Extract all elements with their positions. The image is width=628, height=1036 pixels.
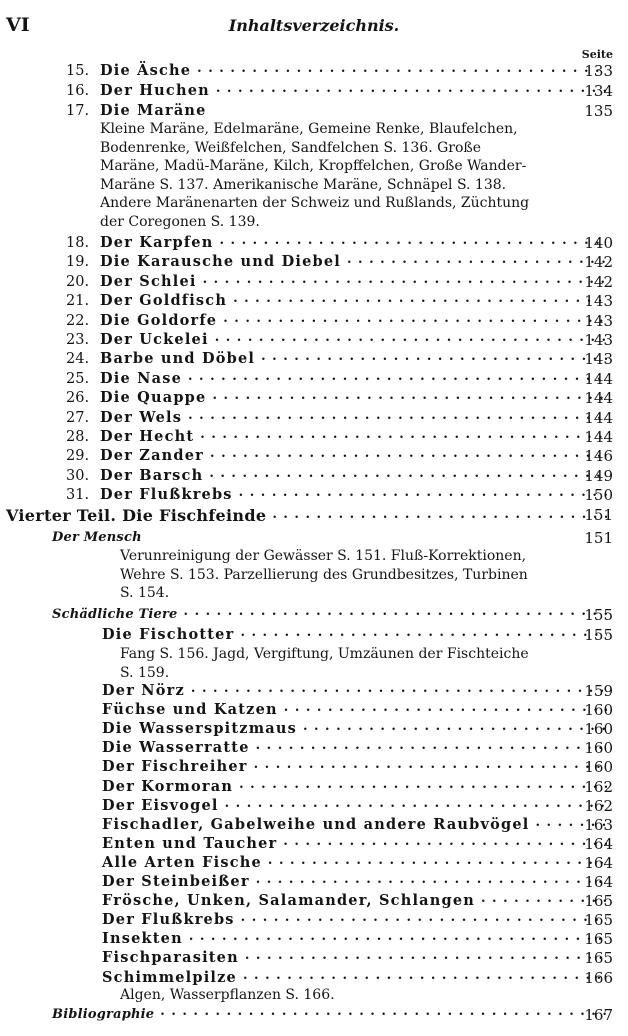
entry-page: 164	[584, 853, 613, 872]
description-line: Maräne, Madü-Maräne, Kilch, Kropffelchen, Große Wander-	[100, 158, 527, 174]
entry-title: Die Maräne	[100, 102, 207, 119]
toc-entry[interactable]	[66, 409, 613, 428]
entry-description	[120, 645, 560, 682]
description-line: Verunreinigung der Gewässer S. 151. Fluß-Korrektionen,	[120, 548, 527, 564]
entry-number: 31.	[66, 487, 90, 504]
description-line: Algen, Wasserpflanzen S. 166.	[120, 987, 335, 1003]
section-page: 155	[584, 606, 613, 624]
toc-entry[interactable]	[102, 969, 613, 988]
entry-page: 135	[584, 102, 613, 120]
leader-dots	[261, 348, 607, 364]
toc-entry[interactable]	[66, 102, 613, 121]
leader-dots	[284, 699, 607, 715]
entry-title: Der Hecht	[100, 428, 195, 445]
leader-dots	[240, 624, 607, 640]
section-description	[120, 547, 560, 603]
entry-page: 144	[584, 408, 613, 427]
entry-page: 143	[584, 331, 613, 349]
entry-title: Die Quappe	[100, 389, 207, 407]
entry-title: Die Wasserspitzmaus	[102, 720, 297, 738]
leader-dots	[239, 776, 607, 792]
entry-page: 166	[584, 968, 613, 987]
leader-dots	[243, 967, 607, 983]
toc-entry[interactable]	[66, 370, 613, 389]
entry-description	[100, 120, 560, 231]
entry-title: Die Wasserratte	[102, 739, 250, 757]
entry-page: 144	[584, 389, 613, 408]
description-line: S. 154.	[120, 585, 170, 601]
description-line: der Coregonen S. 139.	[100, 213, 260, 230]
entry-page: 133	[584, 62, 613, 80]
entry-title: Der Karpfen	[100, 234, 214, 251]
entry-title: Der Steinbeißer	[102, 873, 250, 890]
leader-dots	[303, 718, 607, 734]
leader-dots	[219, 232, 607, 248]
entry-number: 30.	[66, 467, 90, 484]
leader-dots	[268, 852, 607, 868]
leader-dots	[256, 737, 607, 753]
entry-page: 142	[584, 253, 613, 272]
entry-title: Der Wels	[100, 408, 183, 426]
entry-page: 144	[584, 369, 613, 388]
entry-title: Der Uckelei	[100, 331, 209, 348]
leader-dots	[200, 426, 607, 442]
entry-number: 22.	[66, 312, 90, 329]
toc-entry[interactable]	[66, 447, 613, 466]
entry-number: 23.	[66, 332, 90, 348]
section-heading[interactable]	[52, 529, 613, 548]
entry-title: Der Fischreiher	[102, 758, 248, 776]
toc-entry[interactable]	[66, 312, 613, 331]
leader-dots	[210, 445, 607, 461]
leader-dots	[203, 271, 607, 287]
toc-entry[interactable]	[66, 486, 613, 505]
leader-dots	[216, 80, 607, 96]
leader-dots	[188, 368, 607, 384]
entry-page: 150	[584, 486, 613, 505]
part-title: Vierter Teil. Die Fischfeinde	[6, 506, 267, 525]
leader-dots	[212, 387, 607, 403]
leader-dots	[188, 407, 607, 423]
entry-number: 19.	[66, 254, 90, 271]
entry-title: Der Goldfisch	[100, 292, 228, 310]
entry-title: Der Flußkrebs	[100, 486, 233, 504]
entry-title: Fischadler, Gabelweihe und andere Raubvögel	[102, 815, 530, 833]
entry-title: Füchse und Katzen	[102, 701, 278, 719]
toc-entry[interactable]	[102, 626, 613, 645]
section-title: Der Mensch	[52, 530, 142, 545]
entry-page: 143	[584, 292, 613, 311]
part-page: 151	[584, 506, 613, 524]
toc-entry[interactable]	[66, 428, 613, 447]
running-title: Inhaltsverzeichnis.	[228, 16, 400, 35]
entry-title: Der Huchen	[100, 82, 210, 99]
toc-entry[interactable]	[66, 82, 613, 101]
toc-entry[interactable]	[66, 273, 613, 292]
seite-column-label: Seite	[581, 48, 613, 61]
entry-page: 160	[584, 720, 613, 739]
entry-page: 160	[584, 739, 613, 758]
entry-page: 140	[584, 234, 613, 252]
entry-page: 164	[584, 834, 613, 853]
toc-entry[interactable]	[66, 331, 613, 350]
leader-dots	[254, 756, 607, 772]
leader-dots	[245, 947, 607, 963]
entry-page: 164	[584, 873, 613, 891]
entry-number: 17.	[66, 103, 90, 119]
entry-page: 149	[584, 466, 613, 485]
entry-title: Der Eisvogel	[102, 796, 219, 814]
entry-number: 28.	[66, 429, 90, 445]
leader-dots	[215, 329, 607, 345]
entry-title: Der Kormoran	[102, 777, 234, 795]
entry-title: Der Barsch	[100, 466, 204, 484]
section-page: 151	[584, 529, 613, 547]
section-title: Bibliographie	[52, 1007, 155, 1022]
entry-title: Der Flußkrebs	[102, 911, 235, 929]
entry-title: Die Goldorfe	[100, 311, 218, 329]
description-line: Wehre S. 153. Parzellierung des Grundbesitzes, Turbinen	[120, 566, 528, 583]
entry-title: Alle Arten Fische	[102, 853, 262, 871]
page-number: VI	[6, 14, 30, 36]
entry-title: Enten und Taucher	[102, 834, 278, 852]
entry-page: 162	[584, 796, 613, 815]
entry-number: 24.	[66, 351, 90, 368]
entry-page: 165	[584, 911, 613, 930]
entry-title: Der Zander	[100, 447, 205, 465]
entry-title: Schimmelpilze	[102, 968, 237, 986]
entry-title: Die Karausche und Diebel	[100, 253, 341, 271]
entry-number: 15.	[66, 63, 90, 79]
leader-dots	[233, 290, 607, 306]
leader-dots	[225, 795, 607, 811]
toc-entry[interactable]	[66, 350, 613, 369]
leader-dots	[283, 833, 607, 849]
section-heading[interactable]	[52, 606, 613, 625]
entry-page: 143	[584, 311, 613, 330]
entry-number: 20.	[66, 273, 90, 290]
toc-entry[interactable]	[66, 292, 613, 311]
toc-entry[interactable]	[66, 234, 613, 253]
entry-page: 162	[584, 777, 613, 796]
leader-dots	[191, 680, 607, 696]
entry-page: 165	[584, 949, 613, 968]
leader-dots	[239, 484, 607, 500]
entry-page: 155	[584, 626, 613, 644]
leader-dots	[209, 465, 607, 481]
toc-entry[interactable]	[66, 253, 613, 272]
entry-page: 160	[584, 758, 613, 777]
section-page: 167	[584, 1006, 613, 1024]
leader-dots	[160, 1003, 607, 1019]
leader-dots	[256, 871, 607, 887]
entry-page: 159	[584, 682, 613, 700]
entry-description	[120, 986, 560, 1005]
entry-page: 165	[584, 892, 613, 911]
leader-dots	[347, 251, 607, 267]
entry-title: Die Äsche	[100, 62, 192, 79]
description-line: Fang S. 156. Jagd, Vergiftung, Umzäunen der Fischteiche	[120, 646, 529, 662]
entry-page: 134	[584, 82, 613, 100]
description-line: Bodenrenke, Weißfelchen, Sandfelchen S. 136. Große	[100, 139, 482, 156]
part-heading[interactable]	[6, 506, 613, 525]
entry-number: 26.	[66, 390, 90, 407]
toc-entry[interactable]	[66, 467, 613, 486]
description-line: Andere Maränenarten der Schweiz und Rußlands, Züchtung	[100, 195, 530, 211]
entry-page: 160	[584, 701, 613, 720]
entry-title: Fischparasiten	[102, 949, 239, 967]
entry-title: Die Nase	[100, 369, 182, 387]
leader-dots	[184, 603, 607, 619]
entry-title: Frösche, Unken, Salamander, Schlangen	[102, 892, 475, 910]
entry-page: 143	[584, 350, 613, 369]
entry-number: 16.	[66, 83, 90, 99]
entry-page: 163	[584, 815, 613, 834]
entry-title: Barbe und Döbel	[100, 350, 256, 368]
entry-title: Insekten	[102, 930, 183, 948]
toc-entry[interactable]	[66, 62, 613, 81]
leader-dots	[272, 506, 607, 522]
toc-entry[interactable]	[66, 389, 613, 408]
leader-dots	[197, 60, 607, 76]
entry-page: 142	[584, 272, 613, 291]
description-line: Kleine Maräne, Edelmaräne, Gemeine Renke, Blaufelchen,	[100, 121, 518, 137]
entry-number: 27.	[66, 409, 90, 426]
leader-dots	[241, 909, 607, 925]
bibliography-heading[interactable]	[52, 1006, 613, 1025]
entry-number: 25.	[66, 370, 90, 387]
entry-page: 146	[584, 447, 613, 466]
entry-title: Der Nörz	[102, 682, 185, 699]
entry-page: 144	[584, 428, 613, 446]
description-line: S. 159.	[120, 664, 170, 681]
entry-number: 21.	[66, 293, 90, 310]
description-line: Maräne S. 137. Amerikanische Maräne, Schnäpel S. 138.	[100, 176, 507, 193]
leader-dots	[223, 310, 607, 326]
entry-number: 29.	[66, 448, 90, 465]
page-header	[0, 14, 628, 38]
entry-page: 165	[584, 930, 613, 949]
section-title: Schädliche Tiere	[52, 607, 178, 622]
entry-title: Die Fischotter	[102, 626, 235, 643]
entry-number: 18.	[66, 235, 90, 251]
leader-dots	[189, 928, 607, 944]
entry-title: Der Schlei	[100, 272, 197, 290]
